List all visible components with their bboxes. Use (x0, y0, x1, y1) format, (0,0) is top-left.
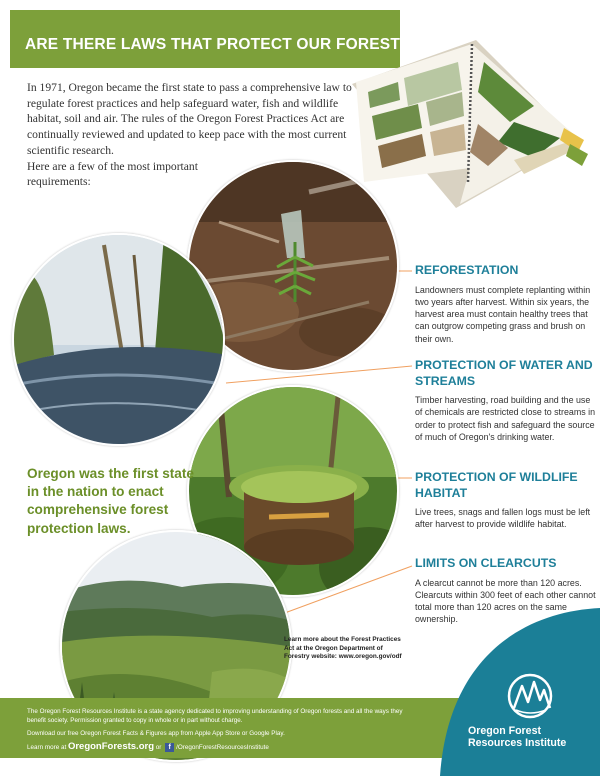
ofri-logo-icon (500, 672, 560, 720)
footer-app-note: Download our free Oregon Forest Facts & Figures app from Apple App Store or Google Play. (27, 729, 285, 737)
facebook-icon: f (165, 743, 174, 752)
intro-paragraph: In 1971, Oregon became the first state to pass a comprehensive law to regulate forest practices and help safeguard water, fish and wildlife habitat, soil and air. The rules of the Oregon Forest Practices Act are continually reviewed and updated to keep pace with the most current scientific research. (27, 81, 352, 157)
facebook-link[interactable]: /OregonForestResourcesInstitute (176, 744, 269, 752)
section-title: LIMITS ON CLEARCUTS (415, 556, 557, 570)
section-body: Live trees, snags and fallen logs must be left after harvest to provide wildlife habitat. (415, 507, 591, 530)
callout-text: Oregon was the first state in the nation to enact comprehensive forest protection laws. (27, 466, 194, 536)
learn-more-note: Learn more about the Forest Practices Act at the Oregon Department of Forestry website: www.oregon.gov/odf (284, 636, 402, 661)
website-link[interactable]: OregonForests.org (67, 741, 154, 753)
page-title: ARE THERE LAWS THAT PROTECT OUR FORESTS? (25, 36, 421, 53)
section-title: REFORESTATION (415, 263, 519, 277)
section-body: Timber harvesting, road building and the use of chemicals are restricted close to streams in order to protect fish and safeguard the source of much of Oregon's drinking water. (415, 395, 596, 442)
footer-mission: The Oregon Forest Resources Institute is a state agency dedicated to improving understanding of Oregon forests and all the ways they benefit society. Permission granted to copy in whole or in part without charge. (27, 708, 403, 724)
section-body: A clearcut cannot be more than 120 acres. Clearcuts within 300 feet of each other cannot total more than 120 acres on the same ownership. (415, 577, 596, 625)
section-body: Landowners must complete replanting within two years after harvest. Within six years, the harvest area must contain healthy trees that can outgrow competing grass and brush on their own. (415, 284, 591, 344)
footer-or: or (155, 744, 162, 752)
footer-learn-prefix: Learn more at (27, 744, 67, 752)
organization-name: Oregon Forest Resources Institute (468, 725, 567, 750)
section-title: PROTECTION OF WATER AND STREAMS (415, 358, 593, 388)
section-title: PROTECTION OF WILDLIFE HABITAT (415, 470, 578, 500)
intro-requirements: Here are a few of the most important requirements: (27, 159, 198, 189)
